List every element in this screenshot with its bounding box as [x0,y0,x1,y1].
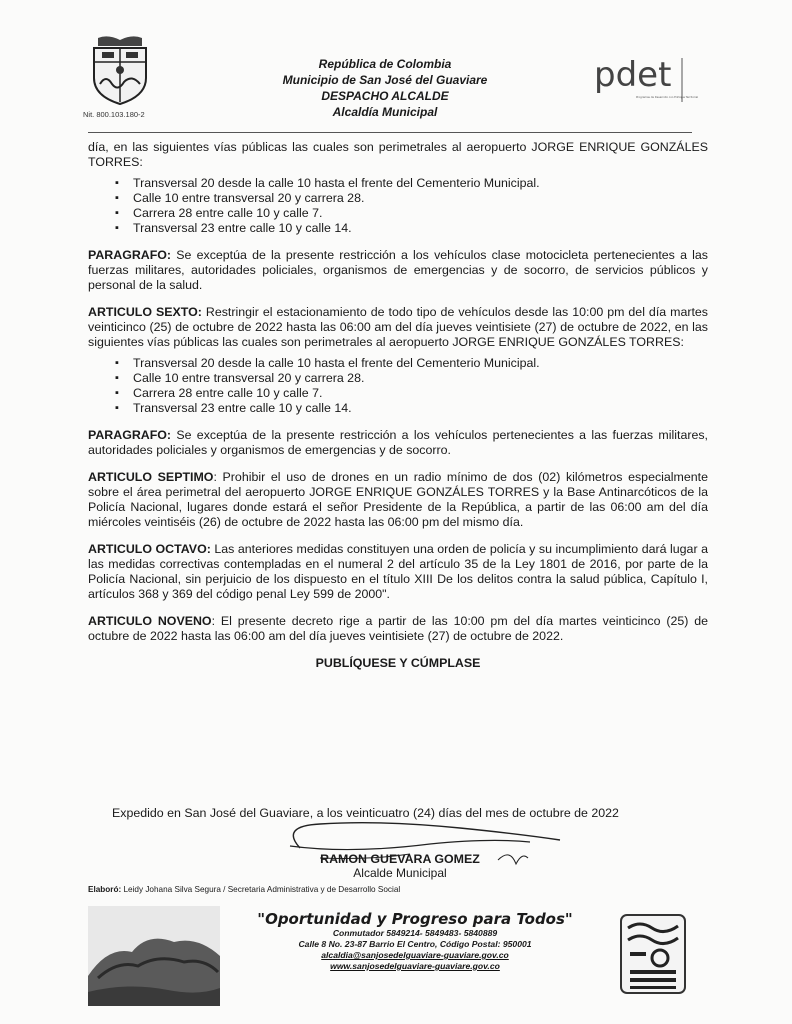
municipal-crest-logo [88,34,152,106]
articulo-septimo-text: : Prohibir el uso de drones en un radio mínimo de dos (02) kilómetros especialmente sobre el área perimetral del aeropuerto JORGE ENRIQUE GONZÁLES TORRES y la Base Antinarcóticos de la Policía Nacional, lugares donde estará el señor Presidente de la República, a partir de las 06:00 am del día miércoles veintiséis (26) de octubre de 2022 hasta las 06:00 pm del mismo día. [88,470,708,529]
articulo-octavo-text: Las anteriores medidas constituyen una orden de policía y su incumplimiento dará lugar a las medidas correctivas contempladas en el numeral 2 del artículo 35 de la Ley 1801 de 2016, por parte de la Policía Nacional, sin perjuicio de los dispuesto en el título XIII De los delitos contra la salud pública, Capítulo I, artículos 368 y 369 del código penal Ley 599 de 2000". [88,542,708,601]
articulo-sexto-label: ARTICULO SEXTO: [88,305,202,319]
paragrafo-1-text: Se exceptúa de la presente restricción a los vehículos clase motocicleta pertenecientes a las fuerzas militares, autoridades policiales, organismos de emergencias y de socorro, de servicios públicos y personal de la salud. [88,248,708,292]
paragrafo-1 [88,248,708,293]
letterhead-alcaldia: Alcaldía Municipal [332,105,438,119]
prepared-by-text: Leidy Johana Silva Segura / Secretaria Administrativa y de Desarrollo Social [121,885,401,894]
footer-web-link[interactable]: www.sanjosedelguaviare-guaviare.gov.co [330,961,500,971]
footer-address: Calle 8 No. 23-87 Barrio El Centro, Código Postal: 950001 [298,939,532,949]
signer-block [300,852,500,880]
municipal-emblem-logo [620,914,686,994]
articulo-octavo [88,542,708,602]
publiquese-heading: PUBLÍQUESE Y CÚMPLASE [315,656,481,670]
prepared-by [88,885,400,894]
footer-phone: Conmutador 5849214- 5849483- 5840889 [332,928,498,938]
list-item: ▪ Transversal 23 entre calle 10 y calle 14. [115,401,708,416]
pdet-logo-text: pdet [594,55,672,95]
articulo-septimo [88,470,708,530]
paragrafo-2-label: PARAGRAFO: [88,428,172,442]
issued-statement: Expedido en San José del Guaviare, a los veinticuatro (24) días del mes de octubre de 2022 [112,806,619,820]
list-item: ▪ Calle 10 entre transversal 20 y carrera 28. [115,371,708,386]
signer-role: Alcalde Municipal [353,866,447,880]
header-divider [88,132,692,133]
footer-contact [240,910,590,972]
landscape-rock-image [88,906,220,1006]
articulo-sexto [88,305,708,350]
list-item: ▪ Transversal 20 desde la calle 10 hasta el frente del Cementerio Municipal. [115,356,708,371]
street-list-b [88,356,708,416]
paragrafo-1-label: PARAGRAFO: [88,248,172,262]
list-item: ▪ Calle 10 entre transversal 20 y carrera 28. [115,191,708,206]
street-list-a [88,176,708,236]
list-item: ▪ Carrera 28 entre calle 10 y calle 7. [115,206,708,221]
articulo-noveno [88,614,708,644]
pdet-logo [592,52,699,110]
decree-body [88,140,708,671]
list-item: ▪ Transversal 20 desde la calle 10 hasta el frente del Cementerio Municipal. [115,176,708,191]
articulo-noveno-text: : El presente decreto rige a partir de las 10:00 pm del día martes veinticinco (25) de octubre de 2022 hasta las 06:00 am del día jueves veintisiete (27) de octubre de 2022. [88,614,708,643]
letterhead-office: DESPACHO ALCALDE [321,89,449,103]
articulo-octavo-label: ARTICULO OCTAVO: [88,542,211,556]
signer-name: RAMON GUEVARA GOMEZ [320,852,480,866]
articulo-noveno-label: ARTICULO NOVENO [88,614,212,628]
footer-email-link[interactable]: alcaldia@sanjosedelguaviare-guaviare.gov.co [321,950,509,960]
list-item: ▪ Transversal 23 entre calle 10 y calle 14. [115,221,708,236]
nit-number: Nit. 800.103.180-2 [83,110,145,119]
articulo-septimo-label: ARTICULO SEPTIMO [88,470,214,484]
letterhead-municipality: Municipio de San José del Guaviare [282,73,488,87]
paragrafo-2 [88,428,708,458]
list-item: ▪ Carrera 28 entre calle 10 y calle 7. [115,386,708,401]
prepared-by-label: Elaboró: [88,885,122,894]
paragrafo-2-text: Se exceptúa de la presente restricción a los vehículos pertenecientes a las fuerzas militares, autoridades policiales y organismos de emergencias y de socorro. [88,428,708,457]
intro-paragraph: día, en las siguientes vías públicas las cuales son perimetrales al aeropuerto JORGE ENRIQUE GONZÁLES TORRES: [88,140,708,169]
articulo-sexto-text: Restringir el estacionamiento de todo tipo de vehículos desde las 10:00 pm del día martes veinticinco (25) de octubre de 2022 hasta las 06:00 am del día jueves veintisiete (27) de octubre de 2022, en las siguientes vías públicas las cuales son perimetrales al aeropuerto JORGE ENRIQUE GONZÁLES TORRES: [88,305,709,349]
letterhead-country: República de Colombia [318,57,452,71]
pdet-logo-subtitle: Programas de Desarrollo con Enfoque Territorial [636,96,699,99]
footer-slogan: "Oportunidad y Progreso para Todos" [257,910,573,928]
letterhead-text [220,56,550,120]
